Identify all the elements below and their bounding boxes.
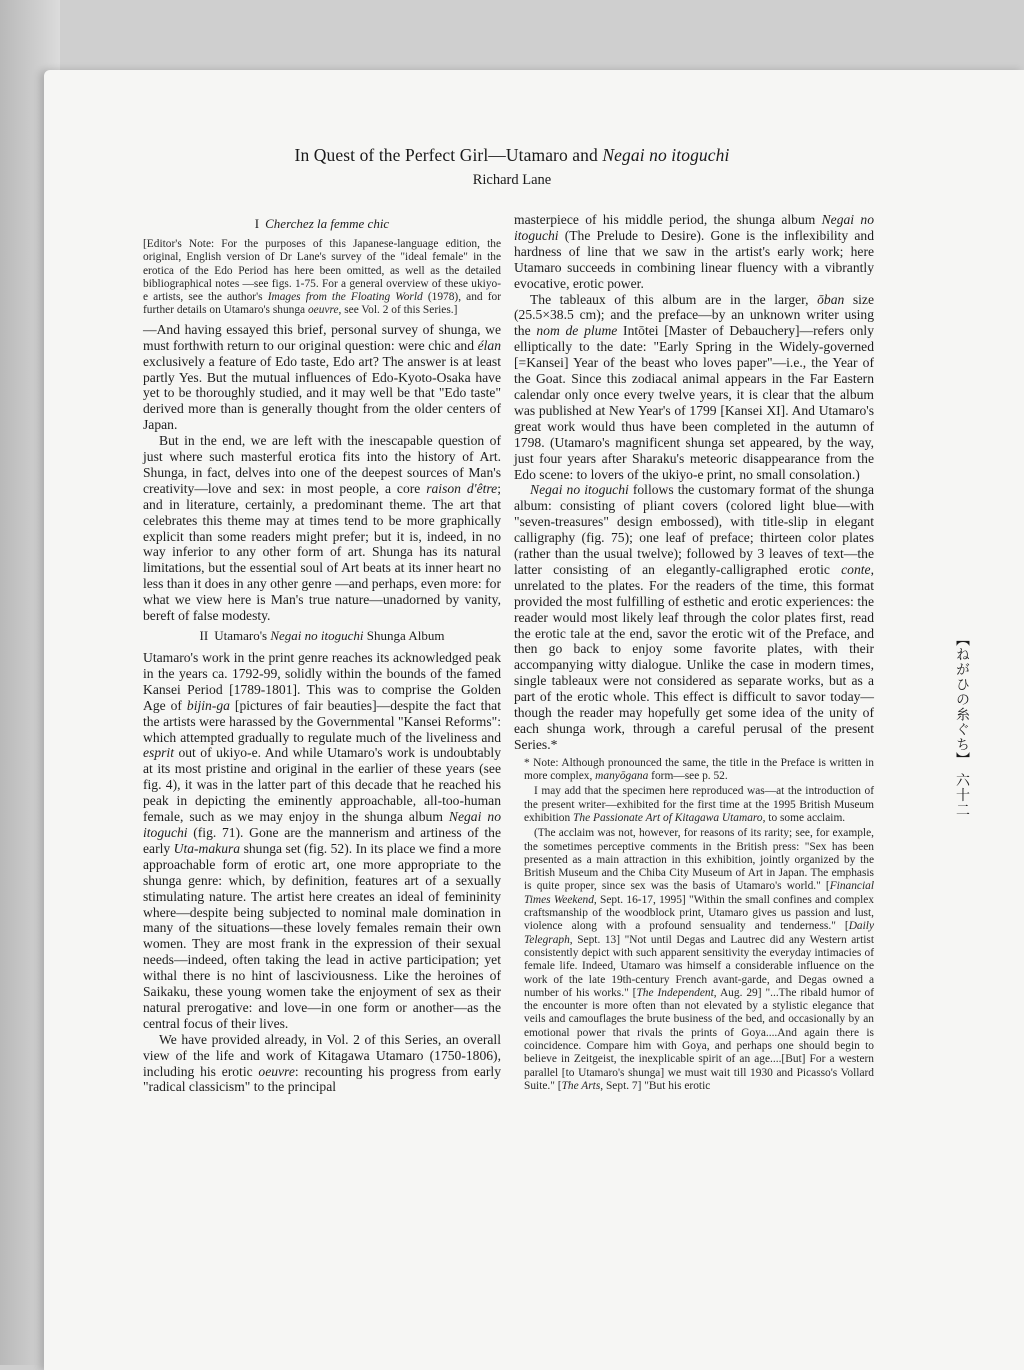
article-title — [0, 145, 1024, 166]
section-heading-2 — [143, 628, 501, 644]
side-japanese-title: 【ねがひの糸ぐち】 六十二 — [954, 632, 970, 818]
italic-text: élan — [477, 337, 501, 353]
italic-text: Negai no itoguchi — [143, 809, 501, 840]
text-run: Intōtei [Master of Debauchery]—refers only elliptically to the date: "Early Spring in the Widely-governed [=Kansei] Year of the beast who loves paper"—i.e., the Year of the Goat. Since this zodiacal animal appears in the Far Eastern calendar only once every twelve years, it is clear that the album was published at New Year's of 1799 [Kansei XI]. And Utamaro's great work would thus have been completed in the autumn of 1798. (Utamaro's magnificent shunga set appeared, by the way, just four years after Sharaku's meteoric disappearance from the Edo scene: to lovers of the ukiyo-e print, no small consolation.) — [514, 323, 874, 482]
text-run: , to some acclaim. — [762, 812, 846, 824]
section-number-1: I — [254, 216, 260, 231]
italic-text: Negai no itoguchi — [514, 212, 874, 243]
article-title-italic: Negai no itoguchi — [602, 145, 730, 165]
text-run: masterpiece of his middle period, the shunga album — [514, 212, 822, 227]
text-run: , Sept. 13] "Not until Degas and Lautrec did any Western artist consistently depict with such apparent sensitivity the everyday intimacies of female life. Indeed, Utamaro was himself a considerable influence on the work of the late 19th-century French avant-garde, and Degas owned a number of his works." [ — [524, 933, 874, 999]
text-run: (The acclaim was not, however, for reasons of its rarity; see, for example, the sometimes perceptive comments in the British press: "Sex has been presented as a main attraction in this exhibition, jointly organized by the British Museum and the Chiba City Museum of Art in Japan. The emphasis is quite proper, since sex was the basis of Utamaro's world." [ — [524, 827, 874, 893]
italic-text: Financial Times Weekend — [524, 880, 874, 906]
italic-text: The Arts — [561, 1079, 601, 1092]
section-number-2: II — [199, 628, 209, 643]
right-paragraph-1 — [514, 212, 874, 292]
text-run: But in the end, we are left with the inescapable question of just where such masterful erotica fits into the history of Art. Shunga, in fact, delves into one of the deepest sources of Man's creativity—love and sex: in most people, a core — [143, 433, 501, 496]
right-paragraph-2 — [514, 292, 874, 483]
text-run: * Note: Although pronounced the same, the title in the Preface is written in more complex, — [524, 756, 874, 783]
text-run: Utamaro's work in the print genre reaches its acknowledged peak in the years ca. 1792-99, solidly within the bounds of the famed Kansei Period [1789-1801]. This was to comprise the Golden Age of — [143, 650, 501, 713]
text-run: exclusively a feature of Edo taste, Edo art? The answer is at least partly Yes. But the mutual influences of Edo-Kyoto-Osaka have yet to be thoroughly studied, and it may well be that "Edo taste" derived more than is generally thought from the older centers of Japan. — [143, 353, 501, 433]
text-run: [pictures of fair beauties]—despite the fact that the artists were harassed by the Governmental "Kansei Reforms": which attempted gradually to regulate much of the liveliness and — [143, 697, 501, 745]
footnote-block — [514, 757, 874, 1093]
text-run: The tableaux of this album are in the larger, — [530, 291, 818, 307]
right-paragraph-3 — [514, 482, 874, 752]
italic-text: The Independent — [636, 986, 714, 999]
italic-text: Uta-makura — [173, 840, 241, 856]
section-title-1: Cherchez la femme chic — [265, 216, 390, 231]
text-run: : recounting his progress from early "radical classicism" to the principal — [143, 1063, 501, 1095]
section-heading-1 — [143, 216, 501, 232]
italic-text: bijin-ga — [186, 697, 230, 713]
text-run: , Sept. 16-17, 1995] "Within the small confines and complex craftsmanship of the woodblock print, Utamaro gives us passion and lust, violence along with a profound sensuality and tenderness." [ — [524, 893, 874, 933]
italic-text: Daily Telegraph — [524, 920, 874, 946]
left-paragraph-3 — [143, 650, 501, 1032]
text-run: , unrelated to the plates. For the readers of the time, this format provided the most fulfilling of esthetic and erotic experiences: the reader would most likely leaf through the color plates first, read the erotic tale at the end, savor the erotic wit of the Preface, and then go back to enjoy some favorite plates, with their accompanying witty dialogue. Unlike the case in modern times, single tableaux were not considered as separate works, but as a part of the erotic whole. This effect is difficult to savor today—though the reader may hopefully get some idea of the unity of each shunga work, through a careful perusal of the present Series.* — [514, 561, 874, 752]
left-paragraph-2 — [143, 433, 501, 624]
text-run: (The Prelude to Desire). Gone is the inflexibility and hardness of line that we saw in the artist's early work; here Utamaro succeeds in combining linear fluency with a vibrantly evocative, erotic power. — [514, 227, 874, 291]
italic-text: conte — [841, 561, 871, 577]
text-run: We have provided already, in Vol. 2 of this Series, an overall view of the life and work of Kitagawa Utamaro (1750-1806), including his erotic — [143, 1031, 501, 1079]
text-run: size (25.5×38.5 cm); and the preface—by an unknown writer using the — [514, 291, 874, 339]
left-paragraph-4 — [143, 1032, 501, 1096]
italic-text: Negai no itoguchi — [530, 482, 629, 498]
section-title-2-italic: Negai no itoguchi — [270, 628, 364, 643]
section-title-2-prefix: Utamaro's — [214, 628, 271, 643]
text-run: out of ukiyo-e. And while Utamaro's work is undoubtably at its most pristine and original in the earlier of these years (see fig. 4), it was in the latter part of this decade that he reached his peak in depicting the eminently approachable, all-too-human female, such as we may enjoy in the shunga album — [143, 745, 501, 825]
footnote-3 — [524, 827, 874, 1093]
editor-note — [143, 238, 501, 318]
footnote-1 — [524, 757, 874, 784]
text-run: shunga set (fig. 52). In its place we find a more approachable form of erotic art, one more appropriate to the shunga genre: which, by definition, features art of a sexually stimulating nature. The artist here creates an ideal of femininity where—despite being subjected to nominal male domination in many of the situations—these lovely females remain their own women. They are most frank in the expression of their sexual needs—indeed, often taking the lead in active participation; yet withal there is no hint of lasciviousness. Like the heroines of Saikaku, these young women take the enjoyment of sex as their natural prerogative: and love—in one form or another—as the central focus of their lives. — [143, 840, 501, 1031]
italic-text: esprit — [143, 745, 174, 761]
right-column — [514, 212, 874, 1093]
text-run: ; and in literature, certainly, a predominant theme. The art that celebrates this theme may at times tend to be more graphically explicit than some readers might prefer; but it is, indeed, in no way inferior to any other form of art. Shunga has its natural limitations, but the essential soul of Art beats at its inner heart no less than it does in any other genre —and perhaps, even more: for what we view here is Man's true nature—unadorned by vanity, bereft of false modesty. — [143, 480, 501, 624]
left-column — [143, 212, 501, 1095]
text-run: [Editor's Note: For the purposes of this Japanese-language edition, the original, English version of Dr Lane's survey of the "ideal female" in the erotica of the Edo Period has here been omitted, as well as the detailed bibliographical notes —see figs. 1-75. For a general overview of these ukiyo-e artists, see the author's — [143, 238, 501, 304]
text-run: —And having essayed this brief, personal survey of shunga, we must forthwith return to our original question: were chic and — [143, 321, 501, 353]
text-run: follows the customary format of the shunga album: consisting of pliant covers (colored light blue—with "seven-treasures" design embossed), with title-slip in elegant calligraphy (fig. 75); one leaf of preface; thirteen color plates (rather than the usual twelve); followed by 3 leaves of text—the latter consisting of an elegantly-calligraphed erotic — [514, 482, 875, 577]
text-run: (fig. 71). Gone are the mannerism and artiness of the early — [143, 824, 501, 856]
italic-text: oeuvre — [258, 1063, 295, 1079]
section-title-2-suffix: Shunga Album — [363, 628, 445, 643]
text-run: , Aug. 29] "...The ribald humor of the encounter is more often than not elevated by a stylistic elegance that veils and camouflages the brute business of the bed, and occasionally by an emotional power that rivals the prints of Goya....And again there is coincidence. Compare him with Goya, and perhaps one should begin to believe in Zeitgeist, the inexplicable spirit of an age....[But] For a western parallel [to Utamaro's shunga] we must wait till 1930 and Picasso's Vollard Suite." [ — [524, 986, 874, 1092]
italic-text: nom de plume — [536, 323, 618, 339]
italic-text: raison d'être — [426, 480, 498, 496]
text-run: , Sept. 7] "But his erotic — [600, 1079, 711, 1092]
italic-text: The Passionate Art of Kitagawa Utamaro — [573, 812, 763, 824]
italic-text: ōban — [817, 291, 845, 307]
article-author: Richard Lane — [472, 172, 552, 188]
italic-text: manyōgana — [595, 770, 649, 783]
text-run: , see Vol. 2 of this Series.] — [338, 304, 458, 317]
text-run: (1978), and for further details on Utamaro's shunga — [143, 291, 501, 317]
left-paragraph-1 — [143, 322, 501, 433]
text-run: form—see p. 52. — [648, 770, 728, 783]
italic-text: oeuvre — [307, 304, 339, 317]
article-title-main: In Quest of the Perfect Girl—Utamaro and — [294, 145, 603, 165]
text-run: I may add that the specimen here reproduced was—at the introduction of the present writer—exhibited for the first time at the 1995 British Museum exhibition — [524, 785, 874, 824]
italic-text: Images from the Floating World — [267, 291, 423, 304]
footnote-2 — [524, 785, 874, 825]
